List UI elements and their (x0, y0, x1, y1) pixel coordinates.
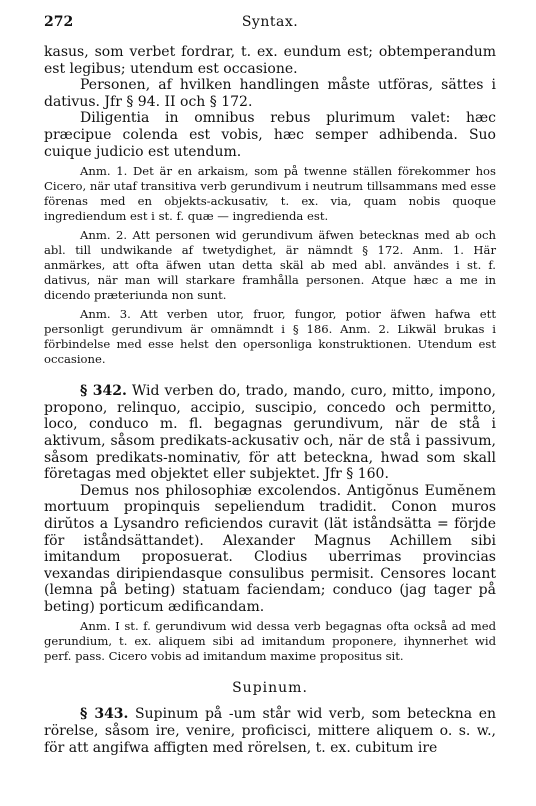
section-343-number: § 343. (80, 706, 129, 723)
running-title: Syntax. (241, 14, 299, 30)
page-number: 272 (44, 14, 74, 30)
heading-supinum: Supinum. (232, 680, 308, 697)
page-body (44, 44, 496, 756)
page-header (44, 14, 496, 34)
note-anm-1: Anm. 1. Det är en arkaism, som på twenne ställen förekommer hos Cicero, när utaf transitiva verb gerundivum i neutrum tillsammans med esse förenas med en objekts-ackusativ, t. ex. via, quam nobis quoque ingrediendum est i st. f. quæ — ingredienda est. (44, 164, 496, 224)
section-342-examples: Demus nos philosophiæ excolendos. Antigŏnus Eumĕnem mortuum propinquis sepeliendum tradidit. Conon muros dirŭtos a Lysandro reficiendos curavit (lät iståndsätta = förjde för iståndsättandet). Alexander Magnus Achillem sibi imitandum proposuerat. Clodius uberrimas provincias vexandas diripiendasque consulibus permisit. Censores locant (lemna på beting) statuam faciendam; conduco (jag tager på beting) porticum ædificandam. (44, 482, 496, 615)
section-343-text: Supinum på -um står wid verb, som beteckna en rörelse, såsom ire, venire, proficisci, mittere aliquem o. s. w., för att angifwa affigten med rörelsen, t. ex. cubitum ire (44, 706, 497, 756)
section-342-paragraph (44, 383, 496, 483)
note-anm-3: Anm. 3. Att verben utor, fruor, fungor, potior äfwen hafwa ett personligt gerundivum är omnämndt i § 186. Anm. 2. Likwäl brukas i förbindelse med esse helst den opersonliga konstruktionen. Utendum est occasione. (44, 307, 496, 367)
paragraph-examples: Diligentia in omnibus rebus plurimum valet: hæc præcipue colenda est vobis, hæc semper adhibenda. Suo cuique judicio est utendum. (44, 110, 496, 160)
section-342-note: Anm. I st. f. gerundivum wid dessa verb begagnas ofta också ad med gerundium, t. ex. aliquem sibi ad imitandum proponere, ihynnerhet wid perf. pass. Cicero vobis ad imitandum maxime propositus sit. (44, 619, 496, 664)
note-anm-2: Anm. 2. Att personen wid gerundivum äfwen betecknas med ab och abl. till undwikande af twetydighet, är nämndt § 172. Anm. 1. Här anmärkes, att ofta äfwen utan detta skäl ab med abl. användes i st. f. dativus, när man will starkare framhålla personen. Atque hæc a me in dicendo præteriunda non sunt. (44, 228, 496, 303)
section-342-number: § 342. (80, 383, 127, 400)
paragraph-person-dative: Personen, af hvilken handlingen måste utföras, sättes i dativus. Jfr § 94. II och § 172. (44, 77, 496, 110)
paragraph-continuation: kasus, som verbet fordrar, t. ex. eundum est; obtemperandum est legibus; utendum est occasione. (44, 44, 496, 77)
section-343-paragraph (44, 706, 496, 756)
section-342-text: Wid verben do, trado, mando, curo, mitto, impono, propono, relinquo, accipio, suscipio, concedo och permitto, loco, conduco m. fl. begagnas gerundivum, när de stå i aktivum, såsom predikats-ackusativ och, när de stå i passivum, såsom predikats-nominativ, för att beteckna, hwad som skall företagas med objektet eller subjektet. Jfr § 160. (44, 383, 497, 483)
